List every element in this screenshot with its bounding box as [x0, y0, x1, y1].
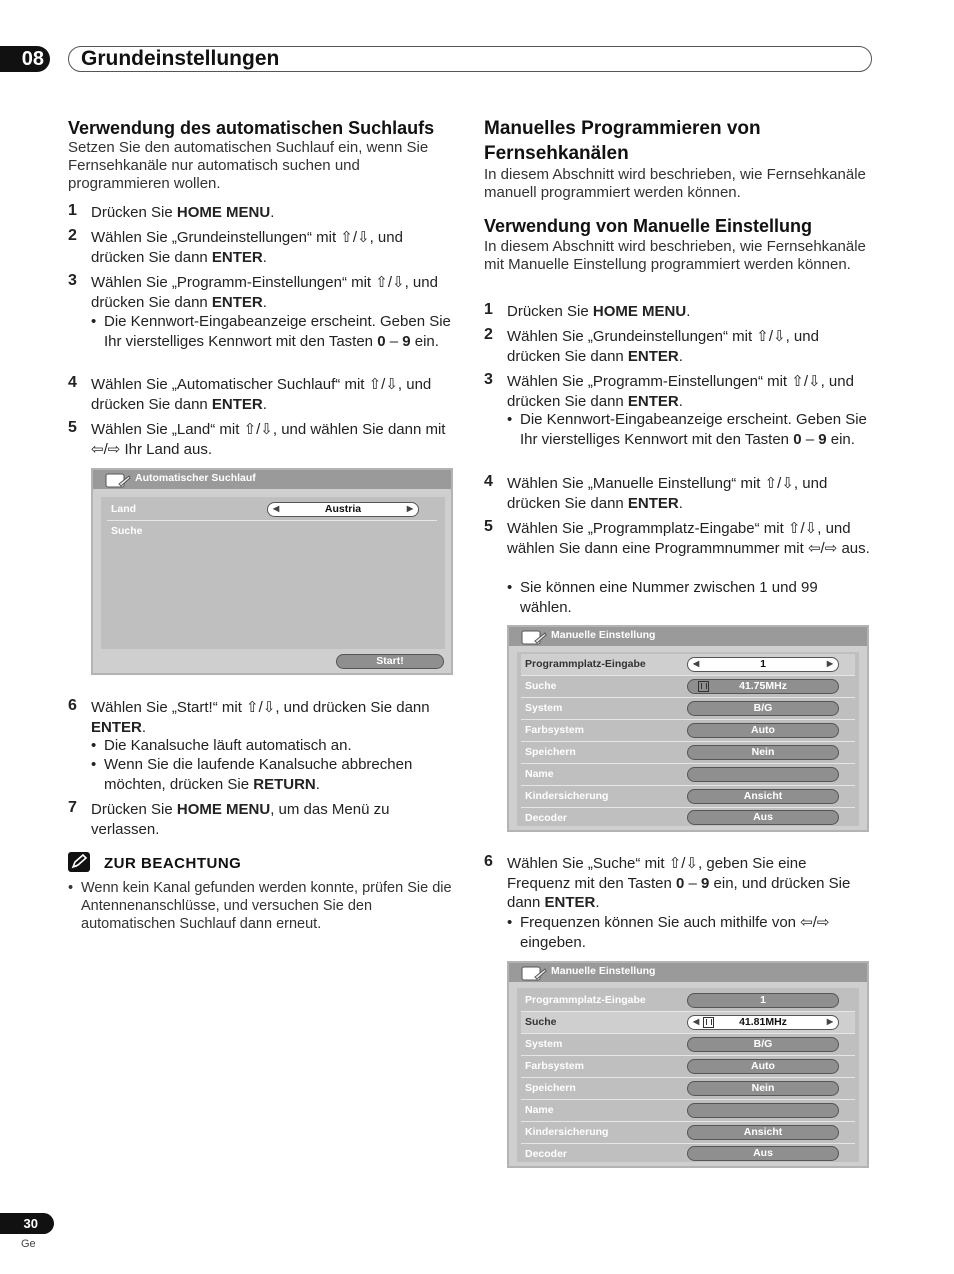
system-value[interactable]: B/G [687, 701, 839, 716]
note-title: ZUR BEACHTUNG [104, 855, 242, 872]
row-speichern[interactable]: Speichern Nein [521, 742, 855, 764]
decoder-value[interactable]: Aus [687, 810, 839, 825]
osd-header [93, 470, 451, 489]
osd-row-land[interactable]: Land ◀ Austria ▶ [107, 499, 437, 521]
decoder-value[interactable]: Aus [687, 1146, 839, 1161]
osd-auto-search [91, 468, 453, 675]
suche-selector[interactable]: ◀ 41.81MHz ▶ [687, 1015, 839, 1030]
tv-menu-icon [105, 472, 131, 489]
left-step-5: 5 Wählen Sie „Land“ mit ⇧/⇩, und wählen Sie dann mit ⇦/⇨ Ihr Land aus. [68, 419, 446, 458]
programmplatz-value[interactable]: 1 [687, 993, 839, 1008]
kindersicherung-value[interactable]: Ansicht [687, 789, 839, 804]
farbsystem-value[interactable]: Auto [687, 723, 839, 738]
left-step-2: 2 Wählen Sie „Grundeinstellungen“ mit ⇧/⇩, und drücken Sie dann ENTER. [68, 227, 403, 266]
row-farbsystem[interactable]: Farbsystem Auto [521, 720, 855, 742]
right-subintro: In diesem Abschnitt wird beschrieben, wie Fernsehkanäle mit Manuelle Einstellung programmiert werden können. [484, 238, 866, 273]
osd-header [509, 627, 867, 646]
row-kindersicherung[interactable]: Kindersicherung Ansicht [521, 786, 855, 808]
left-step-6-bullet-1: • Die Kanalsuche läuft automatisch an. [91, 737, 352, 754]
row-programmplatz[interactable]: Programmplatz-Eingabe 1 [521, 990, 855, 1012]
right-step-6: 6 Wählen Sie „Suche“ mit ⇧/⇩, geben Sie eine Frequenz mit den Tasten 0 – 9 ein, und drücken Sie dann ENTER. [484, 853, 851, 911]
right-step-1: 1 Drücken Sie HOME MENU. [484, 301, 691, 320]
arrow-right-icon[interactable]: ▶ [406, 504, 413, 513]
osd-title: Manuelle Einstellung [551, 629, 656, 641]
osd-title: Manuelle Einstellung [551, 965, 656, 977]
arrow-left-icon[interactable]: ◀ [693, 1017, 700, 1026]
suche-value[interactable]: 41.75MHz [687, 679, 839, 694]
left-step-7: 7 Drücken Sie HOME MENU, um das Menü zu verlassen. [68, 799, 390, 838]
row-programmplatz[interactable]: Programmplatz-Eingabe ◀ 1 ▶ [521, 654, 855, 676]
antenna-icon [703, 1017, 714, 1028]
arrow-left-icon[interactable]: ◀ [273, 504, 280, 513]
system-value[interactable]: B/G [687, 1037, 839, 1052]
osd-manual-2 [507, 961, 869, 1168]
chapter-number: 08 [0, 46, 50, 72]
right-step-3-bullet: • Die Kennwort-Eingabeanzeige erscheint. Geben Sie Ihr vierstelliges Kennwort mit den Tasten 0 – 9 ein. [507, 411, 867, 448]
page-language: Ge [21, 1238, 36, 1250]
speichern-value[interactable]: Nein [687, 1081, 839, 1096]
left-step-1: 1 Drücken Sie HOME MENU. [68, 202, 275, 221]
tv-menu-icon [521, 965, 547, 982]
row-system[interactable]: System B/G [521, 1034, 855, 1056]
left-intro: Setzen Sie den automatischen Suchlauf ein, wenn Sie Fernsehkanäle nur automatisch suchen und programmieren wollen. [68, 139, 429, 192]
left-step-6: 6 Wählen Sie „Start!“ mit ⇧/⇩, und drücken Sie dann ENTER. [68, 697, 430, 736]
row-name[interactable]: Name [521, 764, 855, 786]
chapter-title-bar [68, 46, 872, 72]
tv-menu-icon [521, 629, 547, 646]
row-farbsystem[interactable]: Farbsystem Auto [521, 1056, 855, 1078]
row-name[interactable]: Name [521, 1100, 855, 1122]
osd-panel [517, 988, 859, 1162]
osd-title: Automatischer Suchlauf [135, 472, 256, 484]
osd-manual-1 [507, 625, 869, 832]
left-step-3: 3 Wählen Sie „Programm-Einstellungen“ mit ⇧/⇩, und drücken Sie dann ENTER. [68, 272, 438, 311]
row-speichern[interactable]: Speichern Nein [521, 1078, 855, 1100]
right-step-5-bullet: • Sie können eine Nummer zwischen 1 und 99 wählen. [507, 579, 818, 616]
left-step-3-bullet: • Die Kennwort-Eingabeanzeige erscheint. Geben Sie Ihr vierstelliges Kennwort mit den Tasten 0 – 9 ein. [91, 313, 451, 350]
right-heading: Manuelles Programmieren von Fernsehkanälen [484, 118, 761, 164]
right-step-3: 3 Wählen Sie „Programm-Einstellungen“ mit ⇧/⇩, und drücken Sie dann ENTER. [484, 371, 854, 410]
land-selector[interactable]: ◀ Austria ▶ [267, 502, 419, 517]
right-intro: In diesem Abschnitt wird beschrieben, wie Fernsehkanäle manuell programmiert werden können. [484, 166, 866, 201]
name-value[interactable] [687, 767, 839, 782]
right-step-6-bullet: • Frequenzen können Sie auch mithilfe von ⇦/⇨ eingeben. [507, 914, 830, 951]
osd-panel [101, 497, 445, 649]
right-subheading: Verwendung von Manuelle Einstellung [484, 216, 813, 236]
osd-row-suche: Suche [111, 525, 143, 537]
note-pencil-icon [68, 852, 90, 872]
left-heading: Verwendung des automatischen Suchlaufs [68, 118, 435, 138]
row-suche[interactable]: Suche ◀ 41.81MHz ▶ [521, 1012, 855, 1034]
page-number: 30 [0, 1213, 54, 1234]
left-step-4: 4 Wählen Sie „Automatischer Suchlauf“ mit ⇧/⇩, und drücken Sie dann ENTER. [68, 374, 432, 413]
antenna-icon [698, 681, 709, 692]
speichern-value[interactable]: Nein [687, 745, 839, 760]
name-value[interactable] [687, 1103, 839, 1118]
programmplatz-selector[interactable]: ◀ 1 ▶ [687, 657, 839, 672]
arrow-right-icon[interactable]: ▶ [826, 1017, 833, 1026]
start-button[interactable]: Start! [336, 654, 444, 669]
farbsystem-value[interactable]: Auto [687, 1059, 839, 1074]
osd-header [509, 963, 867, 982]
right-step-2: 2 Wählen Sie „Grundeinstellungen“ mit ⇧/⇩, und drücken Sie dann ENTER. [484, 326, 819, 365]
osd-panel [517, 652, 859, 826]
left-step-6-bullet-2: • Wenn Sie die laufende Kanalsuche abbrechen möchten, drücken Sie RETURN. [91, 756, 413, 793]
right-step-4: 4 Wählen Sie „Manuelle Einstellung“ mit ⇧/⇩, und drücken Sie dann ENTER. [484, 473, 828, 512]
arrow-left-icon[interactable]: ◀ [693, 659, 700, 668]
row-decoder[interactable]: Decoder Aus [521, 808, 855, 829]
row-decoder[interactable]: Decoder Aus [521, 1144, 855, 1165]
right-step-5: 5 Wählen Sie „Programmplatz-Eingabe“ mit ⇧/⇩, und wählen Sie dann eine Programmnummer mit ⇦/⇨ aus. [484, 518, 870, 557]
note-text: • Wenn kein Kanal gefunden werden konnte, prüfen Sie die Antennenanschlüsse, und versuchen Sie den automatischen Suchlauf dann erneut. [68, 880, 452, 932]
kindersicherung-value[interactable]: Ansicht [687, 1125, 839, 1140]
arrow-right-icon[interactable]: ▶ [826, 659, 833, 668]
chapter-title: Grundeinstellungen [81, 47, 280, 70]
row-suche[interactable]: Suche 41.75MHz [521, 676, 855, 698]
row-kindersicherung[interactable]: Kindersicherung Ansicht [521, 1122, 855, 1144]
row-system[interactable]: System B/G [521, 698, 855, 720]
